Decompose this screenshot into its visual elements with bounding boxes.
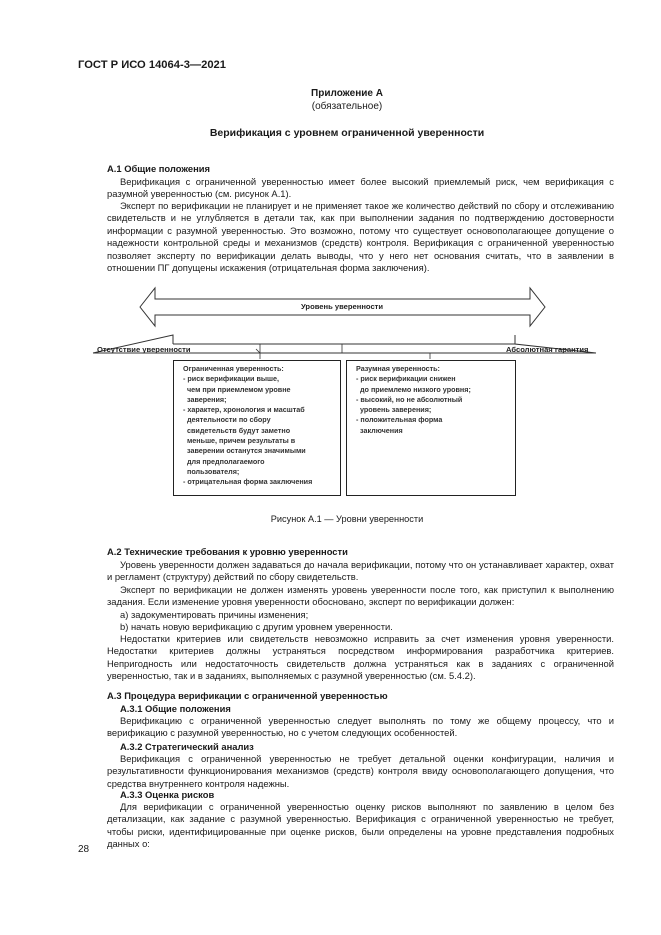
section-a31-heading: А.3.1 Общие положения: [120, 703, 231, 714]
section-a32-heading: А.3.2 Стратегический анализ: [120, 741, 254, 752]
section-a2-paragraph-2: Эксперт по верификации не должен изменять уровень уверенности после того, как приступил к выполнению задания. Если изменение уровня уверенности обосновано, эксперт по верификации должен:: [107, 584, 614, 608]
section-a2-paragraph-3: Недостатки критериев или свидетельств невозможно исправить за счет изменения уровня уверенности. Недостатки критериев должны устраняться посредством информирования разработчика критериев. Непригодность или недостаточность свидетельств должна устраняться как в заданиях с ограниченной уверенностью, так и в заданиях, выполняемых с разумной уверенностью (см. 5.4.2).: [107, 633, 614, 682]
section-a2-item-a: а) задокументировать причины изменения;: [120, 609, 309, 620]
figure-caption: Рисунок А.1 — Уровни уверенности: [270, 514, 424, 524]
page-number: 28: [78, 844, 90, 855]
section-a2-heading: А.2 Технические требования к уровню уверенности: [107, 546, 348, 557]
section-a1-paragraph-1: Верификация с ограниченной уверенностью имеет более высокий приемлемый риск, чем верификация с разумной уверенностью (см. рисунок А.1).: [107, 176, 614, 200]
reasonable-assurance-box: [346, 360, 516, 496]
section-a2-item-b: b) начать новую верификацию с другим уровнем уверенности.: [120, 621, 393, 632]
assurance-axis-label: Уровень уверенности: [301, 302, 384, 311]
reasonable-assurance-text: Разумная уверенность: - риск верификации снижен до приемлемо низкого уровня; - высокий, но не абсолютный уровень заверения; - положительная форма заключения: [356, 364, 471, 435]
section-a1-paragraph-2: Эксперт по верификации не планирует и не применяет такое же количество действий по сбору и отслеживанию свидетельств и не углубляется в детали так, как при выполнении задания по подтверждению достоверности информации с разумной уверенностью. Это возможно, потому что существует основополагающее допущение о надежности контрольной среды и механизмов (средств) контроля. Верификация с ограниченной уверенностью позволяет эксперту по верификации делать выводы, что у него нет основания считать, что в заявлении в отношении ПГ допущены искажения (отрицательная форма заключения).: [107, 200, 614, 274]
annex-title: Приложение А: [311, 88, 383, 99]
annex-name: Верификация с уровнем ограниченной уверенности: [209, 127, 485, 139]
limited-assurance-box: [173, 360, 341, 496]
section-a3-heading: А.3 Процедура верификации с ограниченной уверенностью: [107, 690, 388, 701]
section-a31-text: Верификацию с ограниченной уверенностью следует выполнять по тому же общему процессу, что и верификацию с разумной уверенностью, но с учетом следующих особенностей.: [107, 715, 614, 739]
section-a1-heading: А.1 Общие положения: [107, 163, 210, 174]
limited-assurance-text: Ограниченная уверенность: - риск верификации выше, чем при приемлемом уровне заверения; - характер, хронология и масштаб деятельности по сбору свидетельств будут заметно меньше, причем результаты в заверении останутся значимыми для предполагаемого пользователя; - отрицательная форма заключения: [183, 364, 313, 487]
section-a2-paragraph-1: Уровень уверенности должен задаваться до начала верификации, потому что он устанавливает характер, охват и регламент (структуру) действий по сбору свидетельств.: [107, 559, 614, 583]
no-assurance-label: Отсутствие уверенности: [97, 345, 191, 354]
absolute-assurance-label: Абсолютная гарантия: [506, 345, 589, 354]
document-header: ГОСТ Р ИСО 14064-3—2021: [78, 59, 226, 71]
section-a33-text: Для верификации с ограниченной уверенностью оценку рисков выполняют по заявлению в целом без детализации, как задание с разумной уверенностью. Верификация с ограниченной уверенностью не требует, чтобы риски, идентифицированные при оценке рисков, были определены на уровне представления подробных данных о:: [107, 801, 614, 850]
section-a32-text: Верификация с ограниченной уверенностью не требует детальной оценки конфигурации, наличия и результативности функционирования механизмов (средств) контроля ввиду основополагающего допущения, что средства внутреннего контроля надежны.: [107, 753, 614, 789]
annex-status: (обязательное): [311, 101, 383, 112]
section-a33-heading: А.3.3 Оценка рисков: [120, 789, 215, 800]
